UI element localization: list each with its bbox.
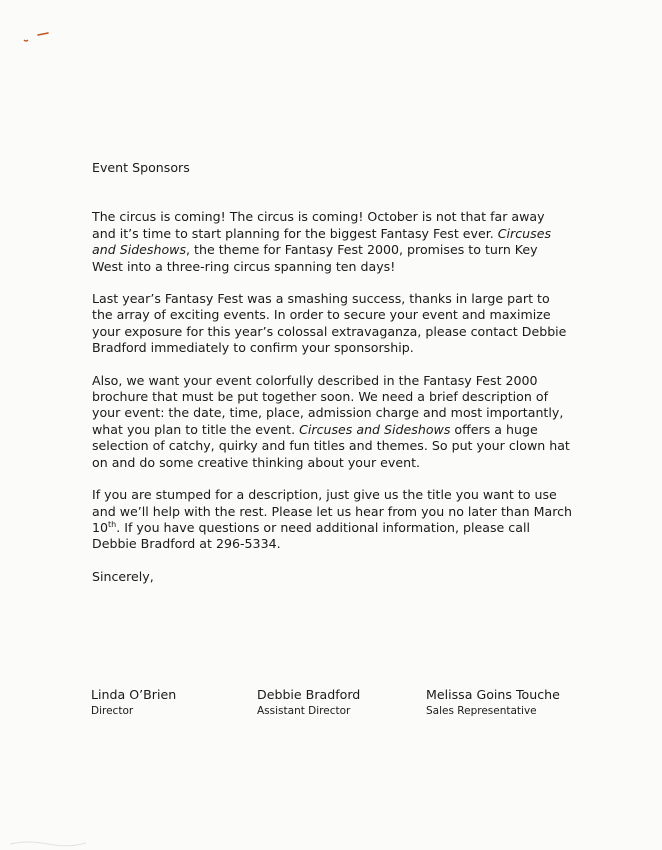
signer-title: Assistant Director	[257, 705, 351, 717]
signer-name: Linda O’Brien	[91, 687, 177, 702]
paragraph-4	[92, 487, 572, 553]
paragraph-3	[92, 373, 572, 471]
letter-body	[92, 160, 572, 585]
paragraph-2: Last year’s Fantasy Fest was a smashing success, thanks in large part to the array of exciting events. In order to secure your event and maximize your exposure for this year’s colossal extravaganza, please contact Debbie Bradford immediately to confirm your sponsorship.	[92, 291, 567, 356]
paragraph-1	[92, 209, 572, 275]
letter-heading: Event Sponsors	[92, 160, 190, 175]
signature-2	[257, 686, 360, 718]
paragraph-4-text-b: . If you have questions or need additional information, please call Debbie Bradford at 296-5334.	[92, 519, 530, 552]
signature-block	[0, 686, 662, 726]
paragraph-3-text-a: Also, we want your event colorfully described in the Fantasy Fest 2000 brochure that must be put together soon. We need a brief description of your event: the date, time, place, admission charge and most importantly, what you plan to title the event.	[92, 372, 564, 437]
signer-title: Director	[91, 705, 134, 717]
paragraph-3-text-b: offers a huge selection of catchy, quirky and fun titles and themes. So put your clown hat on and do some creative thinking about your event.	[92, 421, 570, 470]
signer-name: Melissa Goins Touche	[426, 687, 560, 702]
paragraph-3-theme: Circuses and Sideshows	[299, 421, 451, 437]
paragraph-1-text-a: The circus is coming! The circus is coming! October is not that far away and it’s time to start planning for the biggest Fantasy Fest ever.	[92, 209, 545, 241]
paragraph-1-text-b: , the theme for Fantasy Fest 2000, promises to turn Key West into a three-ring circus spanning ten days!	[92, 242, 538, 274]
paragraph-4-superscript: th	[108, 519, 117, 529]
paragraph-1-theme: Circuses and Sideshows	[92, 225, 552, 258]
closing: Sincerely,	[92, 568, 154, 584]
signer-title: Sales Representative	[426, 705, 537, 717]
signature-3	[426, 686, 560, 718]
corner-ink-mark	[18, 30, 52, 44]
signature-1	[91, 686, 176, 718]
signer-name: Debbie Bradford	[257, 687, 361, 702]
paragraph-4-text-a: If you are stumped for a description, just give us the title you want to use and we’ll help with the rest. Please let us hear from you no later than March 10	[92, 487, 572, 535]
bottom-edge-mark	[8, 838, 88, 848]
